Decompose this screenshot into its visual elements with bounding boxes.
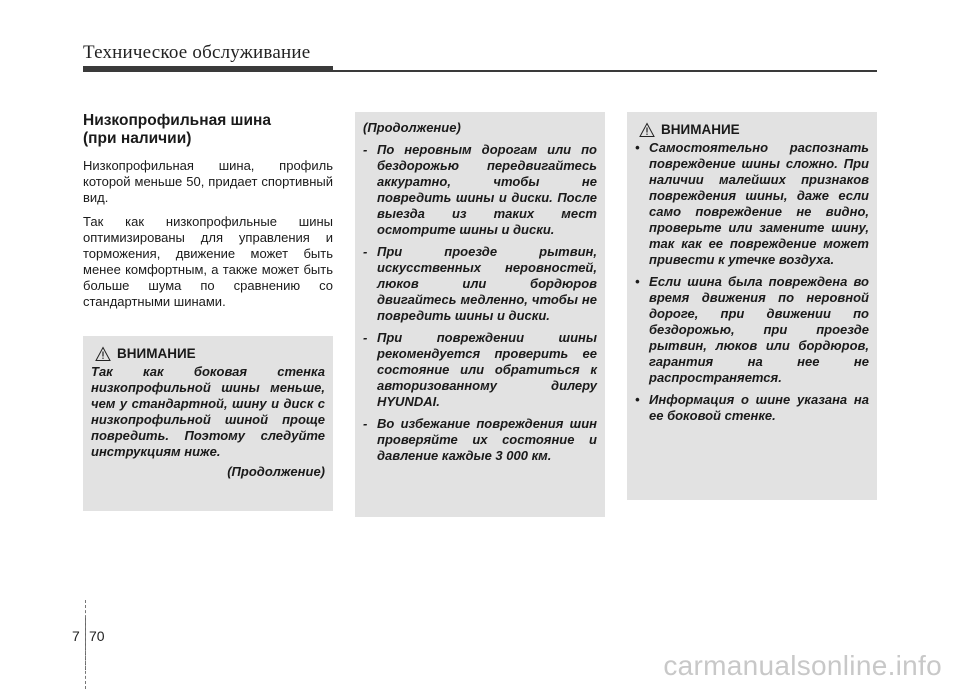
header-rule-thin <box>333 70 877 72</box>
warning-heading: ВНИМАНИЕ <box>661 122 740 137</box>
footer-divider <box>85 600 86 689</box>
watermark: carmanualsonline.info <box>663 650 942 681</box>
warning-box-sidewall <box>83 336 333 511</box>
section-title-line1: Низкопрофильная шина <box>83 112 271 129</box>
warning-heading: ВНИМАНИЕ <box>117 346 196 361</box>
warning-box-damage <box>627 112 877 500</box>
dash-bullet: - <box>363 330 368 345</box>
page-index: 70 <box>89 628 105 644</box>
list-item-text: При проезде рытвин, искусственных неровностей, люков или бордюров двигайтесь медленно, чтобы не повредить шины и диски. <box>377 244 597 323</box>
dash-bullet: - <box>363 142 368 157</box>
list-item <box>635 392 869 424</box>
continued-label: (Продолжение) <box>227 464 325 479</box>
list-item-text: Самостоятельно распознать повреждение шины сложно. При наличии малейших признаков повреждения шины, даже если само повреждение не видно, проверьте или замените шину, так как ее повреждение может привести к утечке воздуха. <box>649 140 869 267</box>
list-item <box>363 416 597 464</box>
warning-body: Так как боковая стенка низкопрофильной шины меньше, чем у стандартной, шину и диск с низкопрофильной шиной проще повредить. Поэтому следуйте инструкциям ниже. <box>91 364 325 459</box>
dot-bullet: • <box>635 392 640 407</box>
list-item <box>363 244 597 324</box>
warning-triangle-icon <box>95 346 111 362</box>
chapter-number: 7 <box>72 628 80 644</box>
list-item-text: Во избежание повреждения шин проверяйте их состояние и давление каждые 3 000 км. <box>377 416 597 463</box>
warning-header <box>639 122 869 138</box>
list-item <box>363 330 597 410</box>
header-rule-thick <box>83 66 333 72</box>
dot-bullet: • <box>635 274 640 289</box>
list-item-text: По неровным дорогам или по бездорожью передвигайтесь аккуратно, чтобы не повредить шины и диски. После выезда из таких мест осмотрите шины и диски. <box>377 142 597 237</box>
warning-triangle-icon <box>639 122 655 138</box>
list-item-text: Информация о шине указана на ее боковой стенке. <box>649 392 869 423</box>
section-title <box>83 112 333 148</box>
section-title-line2: (при наличии) <box>83 130 192 147</box>
paragraph-intro: Низкопрофильная шина, профиль которой меньше 50, придает спортивный вид. <box>83 158 333 205</box>
dash-bullet: - <box>363 416 368 431</box>
warning-box-continued <box>355 112 605 517</box>
list-item-text: Если шина была повреждена во время движения по неровной дороге, при движении по бездорожью, при проезде рытвин, люков или бордюров, гарантия на нее не распространяется. <box>649 274 869 385</box>
list-item-text: При повреждении шины рекомендуется проверить ее состояние или обратиться к авторизованному дилеру HYUNDAI. <box>377 330 597 409</box>
list-item <box>635 274 869 386</box>
continued-header: (Продолжение) <box>363 120 461 135</box>
paragraph-comfort: Так как низкопрофильные шины оптимизированы для управления и торможения, движение может быть менее комфортным, а также может быть больше шума по сравнению со стандартными шинами. <box>83 214 333 309</box>
header-title: Техническое обслуживание <box>83 42 311 63</box>
dash-bullet: - <box>363 244 368 259</box>
main-column <box>83 112 333 318</box>
list-item <box>635 140 869 268</box>
list-item <box>363 142 597 238</box>
dot-bullet: • <box>635 140 640 155</box>
warning-header <box>95 346 325 362</box>
